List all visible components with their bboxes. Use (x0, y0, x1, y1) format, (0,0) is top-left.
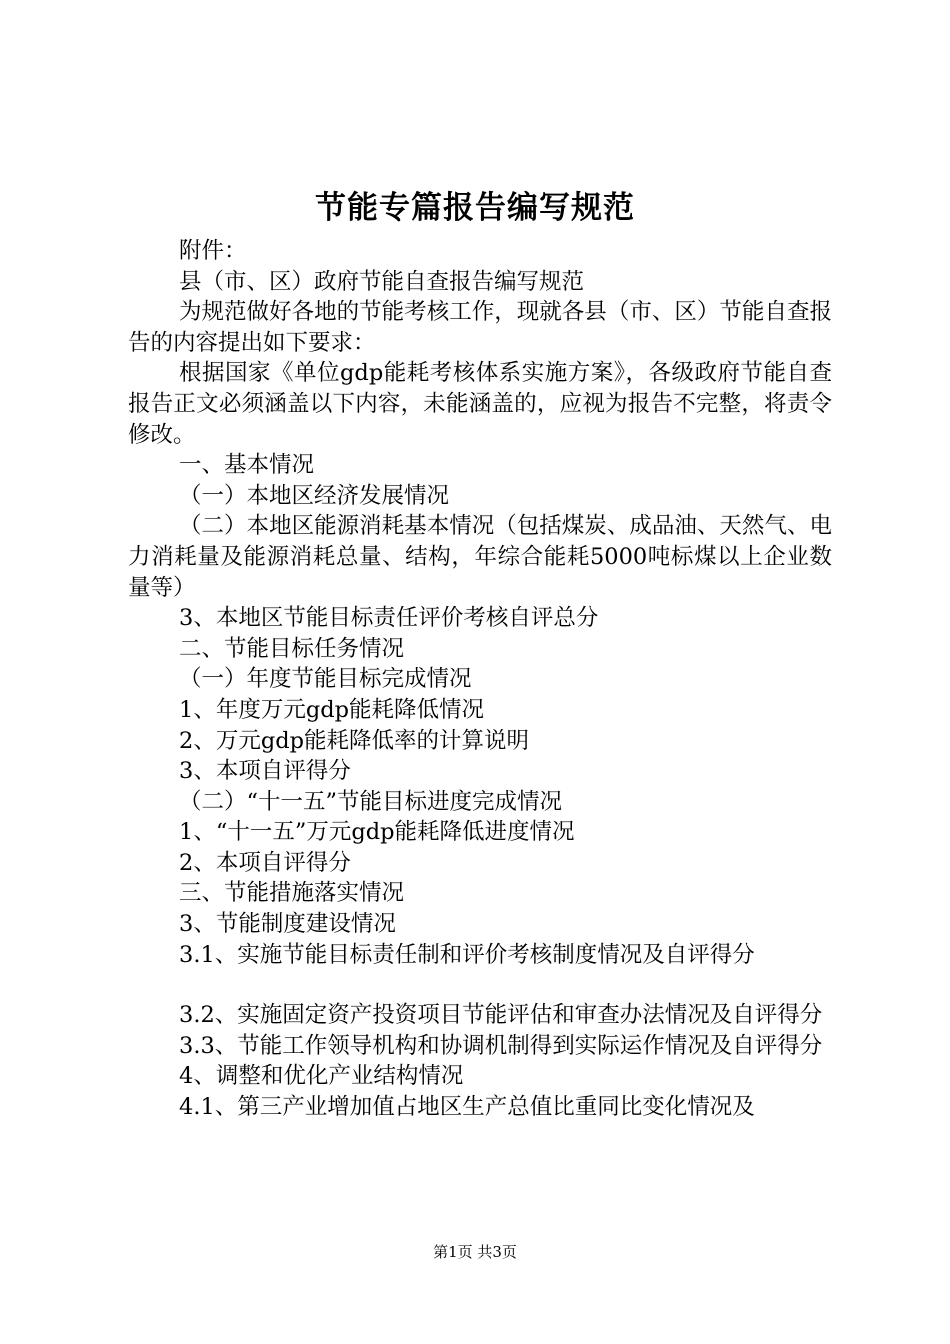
paragraph: 2、本项自评得分 (179, 849, 351, 876)
paragraph: 三、节能措施落实情况 (179, 880, 405, 907)
paragraph: 为规范做好各地的节能考核工作，现就各县（市、区）节能自查报告的内容提出如下要求： (128, 299, 832, 356)
page-footer: 第1页 共3页 (433, 1243, 517, 1261)
paragraph: 根据国家《单位gdp能耗考核体系实施方案》，各级政府节能自查报告正文必须涵盖以下内容，未能涵盖的，应视为报告不完整，将责令修改。 (128, 360, 832, 448)
paragraph: 2、万元gdp能耗降低率的计算说明 (179, 727, 530, 754)
paragraph: 3、本项自评得分 (179, 758, 351, 785)
paragraph: （一）年度节能目标完成情况 (179, 666, 472, 693)
paragraph: 3.1、实施节能目标责任制和评价考核制度情况及自评得分 (179, 941, 755, 968)
paragraph: 3、本地区节能目标责任评价考核自评总分 (179, 605, 599, 632)
paragraph: 1、“十一五”万元gdp能耗降低进度情况 (179, 819, 575, 846)
paragraph: 4、调整和优化产业结构情况 (179, 1063, 464, 1090)
document-title: 节能专篇报告编写规范 (315, 190, 635, 226)
paragraph: 4.1、第三产业增加值占地区生产总值比重同比变化情况及 (179, 1094, 755, 1121)
paragraph: 县（市、区）政府节能自查报告编写规范 (179, 268, 585, 295)
paragraph: 3.2、实施固定资产投资项目节能评估和审查办法情况及自评得分 (179, 1002, 823, 1029)
paragraph: 二、节能目标任务情况 (179, 635, 405, 662)
paragraph: （二）“十一五”节能目标进度完成情况 (179, 788, 563, 815)
paragraph: （一）本地区经济发展情况 (179, 482, 450, 509)
paragraph: （二）本地区能源消耗基本情况（包括煤炭、成品油、天然气、电力消耗量及能源消耗总量、结构，年综合能耗5000吨标煤以上企业数量等） (128, 513, 832, 601)
paragraph: 3、节能制度建设情况 (179, 911, 396, 938)
paragraph: 1、年度万元gdp能耗降低情况 (179, 696, 485, 723)
paragraph: 附件： (179, 238, 247, 264)
paragraph: 3.3、节能工作领导机构和协调机制得到实际运作情况及自评得分 (179, 1032, 823, 1059)
paragraph: 一、基本情况 (179, 452, 315, 479)
document-body (128, 236, 832, 1123)
